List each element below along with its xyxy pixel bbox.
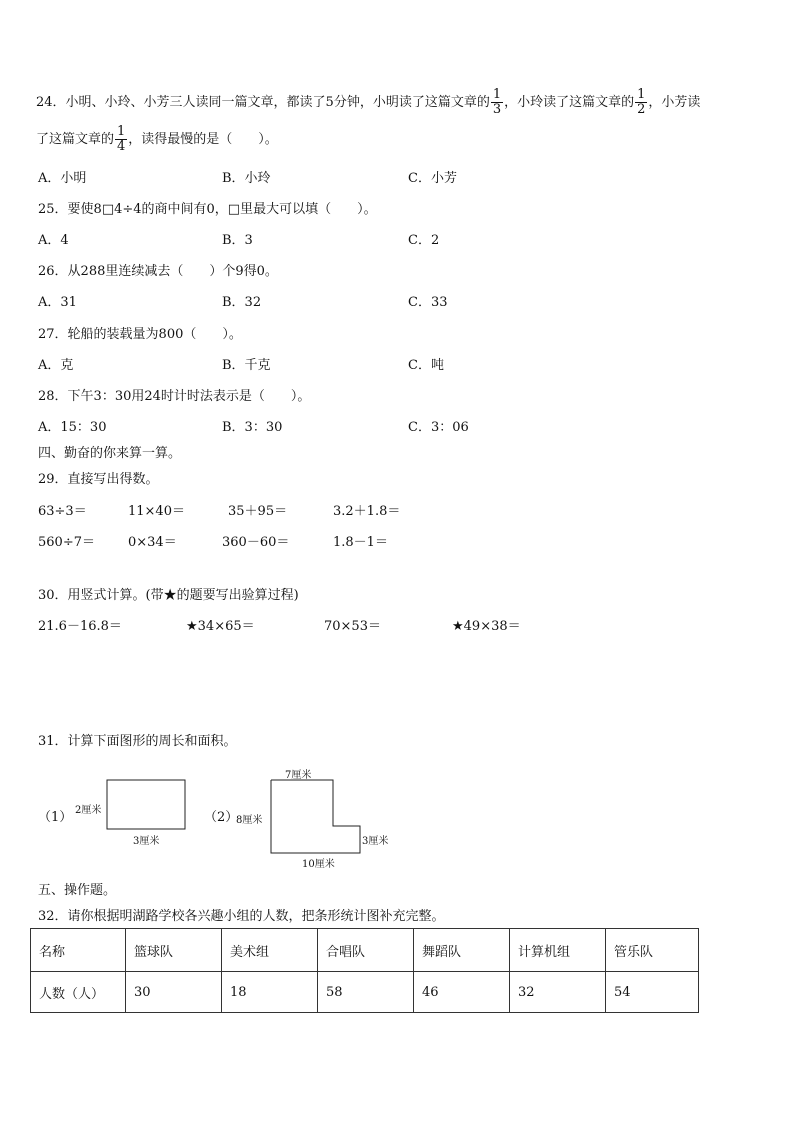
q29-question: 29．直接写出得数。 [38, 472, 159, 487]
vertical-calc-item: 21.6－16.8＝ [38, 619, 122, 634]
option-c: C．33 [408, 295, 448, 310]
fig2-left-length: 8厘米 [236, 815, 263, 826]
section-5-heading: 五、操作题。 [38, 883, 117, 898]
option-a: A．4 [38, 233, 69, 248]
option-a: A．15：30 [38, 420, 107, 435]
option-c: C．3：06 [408, 420, 469, 435]
table-cell: 32 [510, 972, 606, 1013]
table-cell: 合唱队 [318, 929, 414, 972]
option-c: C．吨 [408, 358, 444, 373]
q32-question: 32．请你根据明湖路学校各兴趣小组的人数，把条形统计图补充完整。 [38, 909, 445, 924]
table-cell: 人数（人） [31, 972, 126, 1013]
calc-item: 0×34＝ [128, 535, 177, 550]
table-cell: 计算机组 [510, 929, 606, 972]
calc-item: 3.2＋1.8＝ [333, 504, 401, 519]
table-row [31, 972, 699, 1013]
option-a: A．小明 [38, 171, 87, 186]
table-cell: 30 [126, 972, 222, 1013]
table-cell: 46 [414, 972, 510, 1013]
q27-question: 27．轮船的装载量为800（ ）。 [38, 327, 242, 342]
q24-line2: 了这篇文章的 $\frac{1}{4}$ ，读得最慢的是（ ）。 [36, 124, 278, 154]
option-a: A．克 [38, 358, 74, 373]
q25-question: 25．要使8□4÷4的商中间有0，□里最大可以填（ ）。 [38, 202, 377, 217]
fig2-top-length: 7厘米 [285, 770, 312, 781]
fig1-bottom-length: 3厘米 [133, 836, 160, 847]
option-b: B．3 [222, 233, 253, 248]
calc-item: 35＋95＝ [228, 504, 288, 519]
figure-1-label: （1） [38, 810, 73, 825]
q30-question: 30．用竖式计算。(带★的题要写出验算过程) [38, 588, 299, 603]
table-cell: 舞蹈队 [414, 929, 510, 972]
table-cell: 名称 [31, 929, 126, 972]
vertical-calc-item: ★49×38＝ [452, 619, 521, 634]
fraction-one-third: $\frac{1}{3}$ [492, 87, 502, 117]
fig2-bottom-length: 10厘米 [302, 859, 335, 870]
vertical-calc-item: ★34×65＝ [186, 619, 255, 634]
table-cell: 美术组 [222, 929, 318, 972]
q28-question: 28．下午3：30用24时计时法表示是（ ）。 [38, 389, 311, 404]
interest-group-table [30, 928, 699, 1013]
fraction-one-quarter: $\frac{1}{4}$ [117, 124, 126, 154]
option-c: C．2 [408, 233, 440, 248]
rectangle-figure-1 [107, 780, 185, 829]
calc-item: 11×40＝ [128, 504, 185, 519]
option-a: A．31 [38, 295, 77, 310]
q26-question: 26．从288里连续减去（ ）个9得0。 [38, 264, 278, 279]
table-cell: 18 [222, 972, 318, 1013]
q31-question: 31．计算下面图形的周长和面积。 [38, 734, 237, 749]
option-b: B．小玲 [222, 171, 271, 186]
calc-item: 560÷7＝ [38, 535, 95, 550]
table-cell: 58 [318, 972, 414, 1013]
fraction-one-half: $\frac{1}{2}$ [637, 87, 646, 117]
table-cell: 管乐队 [606, 929, 699, 972]
fig2-right-length: 3厘米 [362, 836, 389, 847]
option-b: B．32 [222, 295, 262, 310]
option-b: B．3：30 [222, 420, 283, 435]
table-header-row [31, 929, 699, 972]
l-shape-figure-2 [271, 780, 360, 853]
fig1-side-length: 2厘米 [75, 805, 102, 816]
option-b: B．千克 [222, 358, 271, 373]
figure-2-label: （2） [204, 810, 239, 825]
calc-item: 360－60＝ [222, 535, 290, 550]
section-4-heading: 四、勤奋的你来算一算。 [38, 446, 182, 461]
option-c: C．小芳 [408, 171, 457, 186]
calc-item: 1.8－1＝ [333, 535, 388, 550]
q24-line1: 24．小明、小玲、小芳三人读同一篇文章，都读了5分钟，小明读了这篇文章的 $\frac{1}{3}$ ，小玲读了这篇文章的 $\frac{1}{2}$ ，小芳读 [36, 87, 701, 117]
vertical-calc-item: 70×53＝ [324, 619, 381, 634]
table-cell: 篮球队 [126, 929, 222, 972]
table-cell: 54 [606, 972, 699, 1013]
calc-item: 63÷3＝ [38, 504, 87, 519]
